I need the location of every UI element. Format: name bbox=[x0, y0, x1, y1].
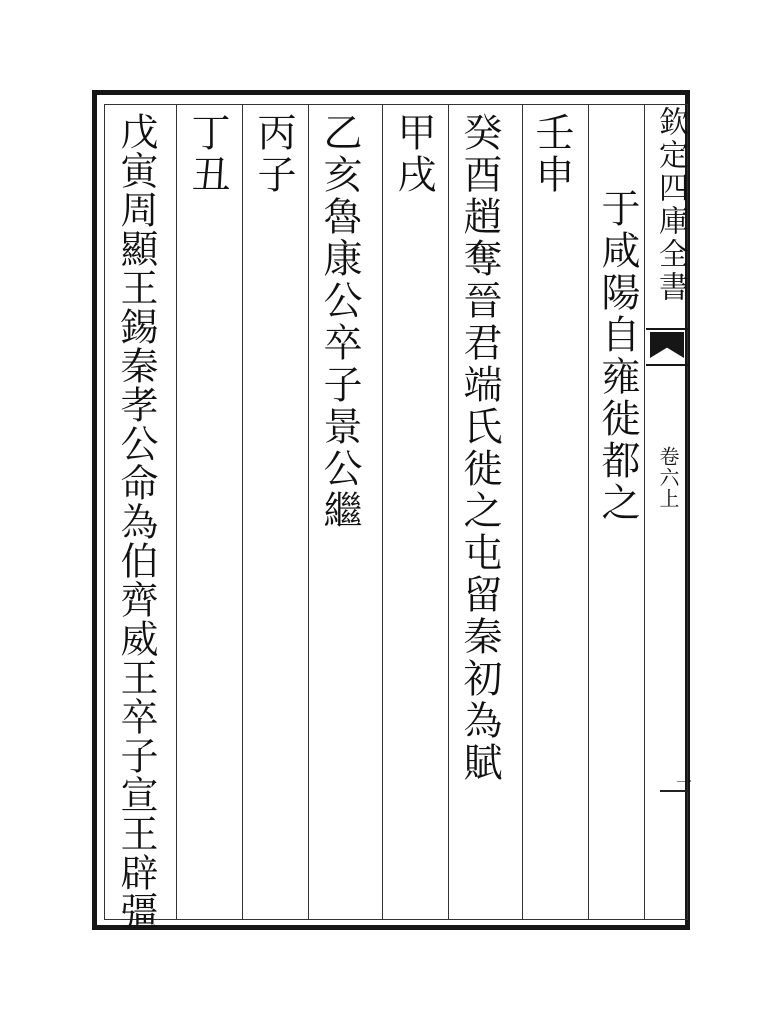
column-rule bbox=[448, 104, 449, 920]
text-column-1: 于咸陽自雍徙都之 bbox=[595, 188, 640, 524]
text-column-5: 乙亥魯康公卒子景公繼 bbox=[317, 112, 362, 532]
column-rule bbox=[308, 104, 309, 920]
column-rule bbox=[176, 104, 177, 920]
text-column-7: 丁丑 bbox=[185, 112, 230, 196]
column-rule bbox=[242, 104, 243, 920]
margin-volume: 卷六上 bbox=[656, 446, 680, 509]
fishtail-upper-line bbox=[646, 328, 688, 330]
column-rule bbox=[522, 104, 523, 920]
margin-rule bbox=[644, 104, 645, 920]
fishtail-lower-line bbox=[646, 364, 688, 366]
text-column-3: 癸酉趙奪晉君端氏徙之屯留秦初為賦 bbox=[457, 112, 502, 784]
column-rule bbox=[382, 104, 383, 920]
text-column-4: 甲戌 bbox=[391, 112, 436, 196]
margin-book-title: 欽定四庫全書 bbox=[653, 106, 688, 304]
text-column-6: 丙子 bbox=[251, 112, 296, 196]
column-rule bbox=[588, 104, 589, 920]
margin-page-number: 一 bbox=[676, 773, 693, 792]
text-column-8: 戊寅周顯王錫秦孝公命為伯齊威王卒子宣王辟彊 bbox=[114, 112, 158, 931]
text-column-2: 壬申 bbox=[529, 112, 574, 196]
